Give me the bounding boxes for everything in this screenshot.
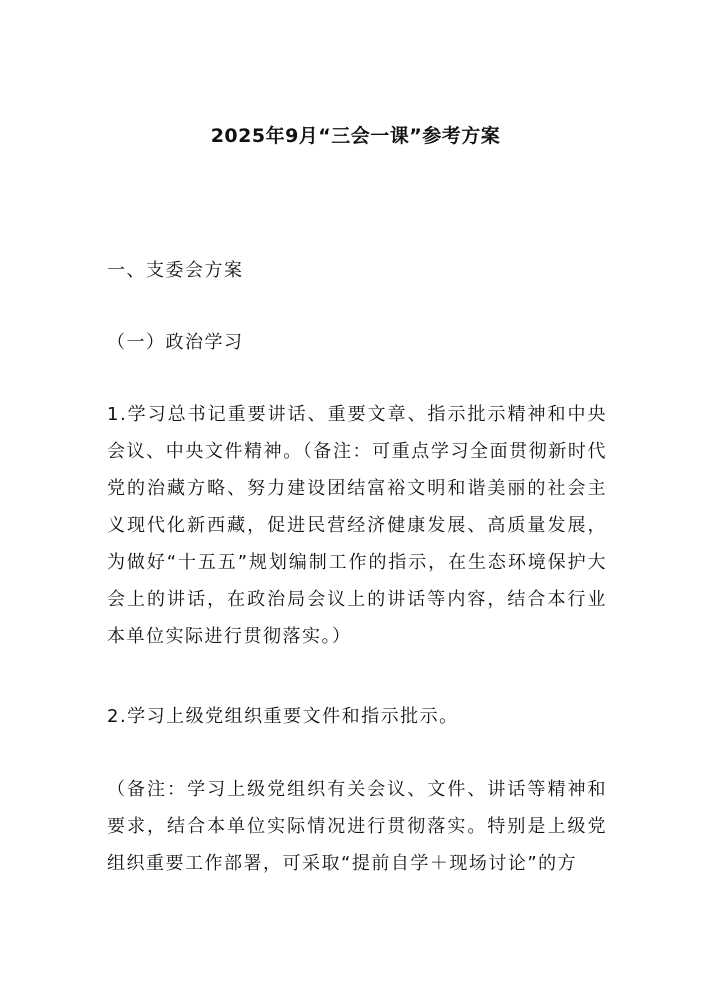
- section-heading: 一、支委会方案: [107, 260, 244, 281]
- paragraph-1: 1.学习总书记重要讲话、重要文章、指示批示精神和中央会议、中央文件精神。（备注：可重点学习全面贯彻新时代党的治藏方略、努力建设团结富裕文明和谐美丽的社会主义现代化新西藏，促进民营经济健康发展、高质量发展，为做好“十五五”规划编制工作的指示，在生态环境保护大会上的讲话，在政治局会议上的讲话等内容，结合本行业本单位实际进行贯彻落实。）: [107, 404, 607, 647]
- paragraph-2: 2.学习上级党组织重要文件和指示批示。: [107, 706, 459, 727]
- subsection-heading: （一）政治学习: [107, 332, 244, 353]
- document-title: 2025年9月“三会一课”参考方案: [210, 125, 501, 147]
- paragraph-3: （备注：学习上级党组织有关会议、文件、讲话等精神和要求，结合本单位实际情况进行贯彻落实。特别是上级党组织重要工作部署，可采取“提前自学＋现场讨论”的方: [107, 779, 607, 874]
